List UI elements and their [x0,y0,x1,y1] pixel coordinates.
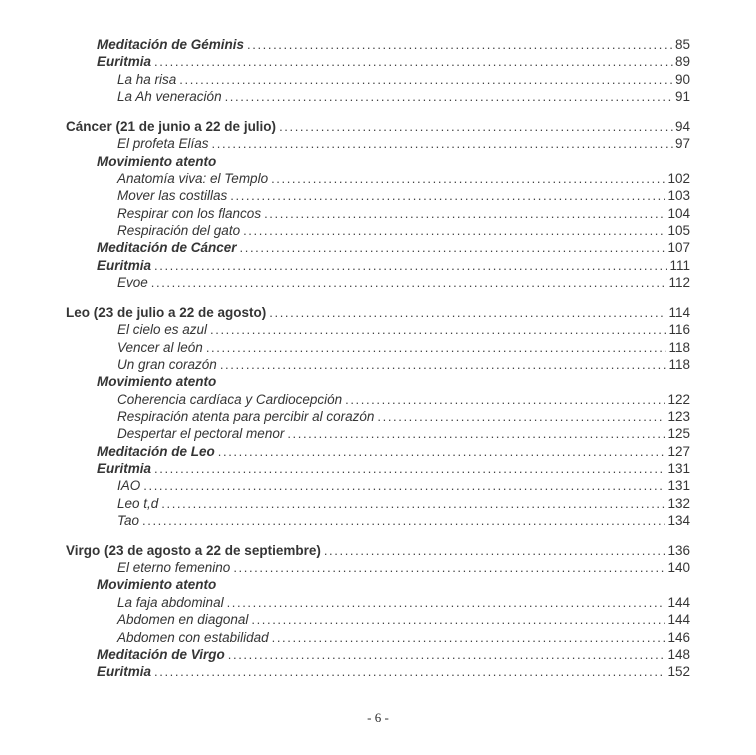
dot-leader [264,205,665,222]
dot-leader [142,512,665,529]
toc-entry-page-number: 152 [667,664,690,680]
toc-entry-label: Meditación de Cáncer [97,240,237,256]
dot-leader [143,477,665,494]
toc-entry-page-number: 144 [667,612,690,628]
toc-entry-label: Meditación de Leo [97,443,215,459]
dot-leader [154,460,665,477]
dot-leader [228,646,666,663]
toc-entry-label: Respiración del gato [117,222,241,238]
toc-entry-page-number: 94 [674,118,690,134]
toc-entry-page-number: 116 [668,322,690,338]
toc-entry-label: Cáncer (21 de junio a 22 de julio) [66,118,277,134]
toc-entry [66,222,690,239]
dot-leader [240,239,666,256]
dot-leader [154,257,667,274]
toc-entry-page-number: 112 [668,274,690,290]
toc-entry-label: Mover las costillas [117,188,228,204]
toc-entry-label: Coherencia cardíaca y Cardiocepción [117,391,343,407]
toc-entry-label: Euritmia [97,664,152,680]
toc-entry [66,542,690,559]
toc-entry-label: Leo (23 de julio a 22 de agosto) [66,304,267,320]
dot-leader [230,187,665,204]
toc-entry-label: Respirar con los flancos [117,205,262,221]
toc-entry [66,495,690,512]
toc-entry-label: Movimiento atento [97,374,217,390]
dot-leader [212,135,673,152]
toc-entry-page-number: 123 [667,408,690,424]
toc-entry [66,663,690,680]
dot-leader [233,559,665,576]
toc-entry-label: Virgo (23 de agosto a 22 de septiembre) [66,542,321,558]
toc-entry-label: La faja abdominal [117,594,224,610]
dot-leader [154,663,665,680]
toc-entry-page-number: 140 [667,560,690,576]
toc-entry-label: Respiración atenta para percibir al corazón [117,408,375,424]
toc-entry-page-number: 118 [668,339,690,355]
toc-entry [66,339,690,356]
toc-entry-label: Anatomía viva: el Templo [117,170,269,186]
toc-entry-page-number: 144 [667,594,690,610]
dot-leader [206,339,667,356]
toc-entry-label: La ha risa [117,71,177,87]
dot-leader [179,71,673,88]
toc-entry-page-number: 118 [668,356,690,372]
toc-entry [66,187,690,204]
toc-entry [66,118,690,135]
toc-entry [66,53,690,70]
toc-entry-page-number: 97 [674,136,690,152]
toc-entry [66,36,690,53]
toc-entry [66,88,690,105]
dot-leader [279,118,673,135]
toc-entry-label: Un gran corazón [117,356,217,372]
dot-leader [243,222,665,239]
toc-entry-page-number: 122 [667,391,690,407]
toc-entry [66,356,690,373]
toc-entry [66,559,690,576]
toc-entry [66,274,690,291]
toc-entry-page-number: 132 [667,495,690,511]
toc-entry-page-number: 103 [667,188,690,204]
toc-entry-label: Euritmia [97,257,152,273]
toc-entry-page-number: 136 [667,542,690,558]
toc-entry-page-number: 148 [667,646,690,662]
dot-leader [154,53,673,70]
dot-leader [218,443,666,460]
toc-entry-label: Meditación de Géminis [97,37,245,52]
table-of-contents [66,36,690,681]
toc-entry-label: Abdomen con estabilidad [117,629,269,645]
toc-entry-label: El profeta Elías [117,136,209,152]
toc-entry [66,443,690,460]
toc-entry-label: Tao [117,512,140,528]
toc-entry-page-number: 104 [667,205,690,221]
dot-leader [210,321,666,338]
dot-leader [269,304,666,321]
dot-leader [287,425,665,442]
toc-entry [66,611,690,628]
toc-entry [66,373,690,390]
toc-entry-label: El cielo es azul [117,322,208,338]
toc-entry [66,646,690,663]
toc-entry-label: Meditación de Virgo [97,646,225,662]
toc-entry [66,153,690,170]
toc-entry [66,594,690,611]
dot-leader [161,495,665,512]
toc-entry-label: Euritmia [97,54,152,70]
toc-entry-page-number: 85 [674,37,690,52]
toc-entry [66,135,690,152]
toc-entry [66,239,690,256]
toc-entry-label: Euritmia [97,460,152,476]
toc-entry-label: Abdomen en diagonal [117,612,249,628]
toc-entry [66,512,690,529]
toc-entry-label: Evoe [117,274,148,290]
dot-leader [247,36,673,53]
toc-entry-page-number: 114 [668,304,690,320]
dot-leader [272,629,666,646]
toc-entry-label: Leo t,d [117,495,159,511]
dot-leader [225,88,673,105]
toc-entry [66,71,690,88]
toc-entry-label: IAO [117,478,141,494]
toc-entry-page-number: 107 [667,240,690,256]
dot-leader [345,391,665,408]
toc-entry-page-number: 105 [667,222,690,238]
toc-entry-label: El eterno femenino [117,560,231,576]
toc-entry-label: La Ah veneración [117,89,222,105]
toc-entry-page-number: 131 [667,478,690,494]
dot-leader [220,356,667,373]
page-number-footer: - 6 - [367,710,389,725]
dot-leader [227,594,666,611]
dot-leader [151,274,667,291]
toc-entry [66,408,690,425]
toc-entry-label: Movimiento atento [97,153,217,169]
toc-entry-page-number: 91 [674,89,690,105]
toc-entry-page-number: 111 [669,257,690,273]
toc-entry [66,460,690,477]
dot-leader [324,542,666,559]
toc-entry-label: Despertar el pectoral menor [117,426,285,442]
toc-entry [66,576,690,593]
toc-entry [66,629,690,646]
toc-entry [66,425,690,442]
dot-leader [377,408,665,425]
toc-entry-page-number: 131 [667,460,690,476]
toc-entry-page-number: 125 [667,426,690,442]
toc-entry-page-number: 134 [667,512,690,528]
toc-entry-page-number: 89 [674,54,690,70]
toc-entry-label: Vencer al león [117,339,203,355]
toc-entry [66,205,690,222]
dot-leader [251,611,665,628]
toc-entry [66,321,690,338]
toc-entry-page-number: 146 [667,629,690,645]
toc-entry [66,391,690,408]
toc-entry-page-number: 90 [674,71,690,87]
toc-entry [66,257,690,274]
toc-entry [66,304,690,321]
toc-entry-page-number: 102 [667,170,690,186]
toc-entry [66,170,690,187]
dot-leader [271,170,665,187]
toc-entry-label: Movimiento atento [97,577,217,593]
toc-entry [66,477,690,494]
toc-entry-page-number: 127 [667,443,690,459]
